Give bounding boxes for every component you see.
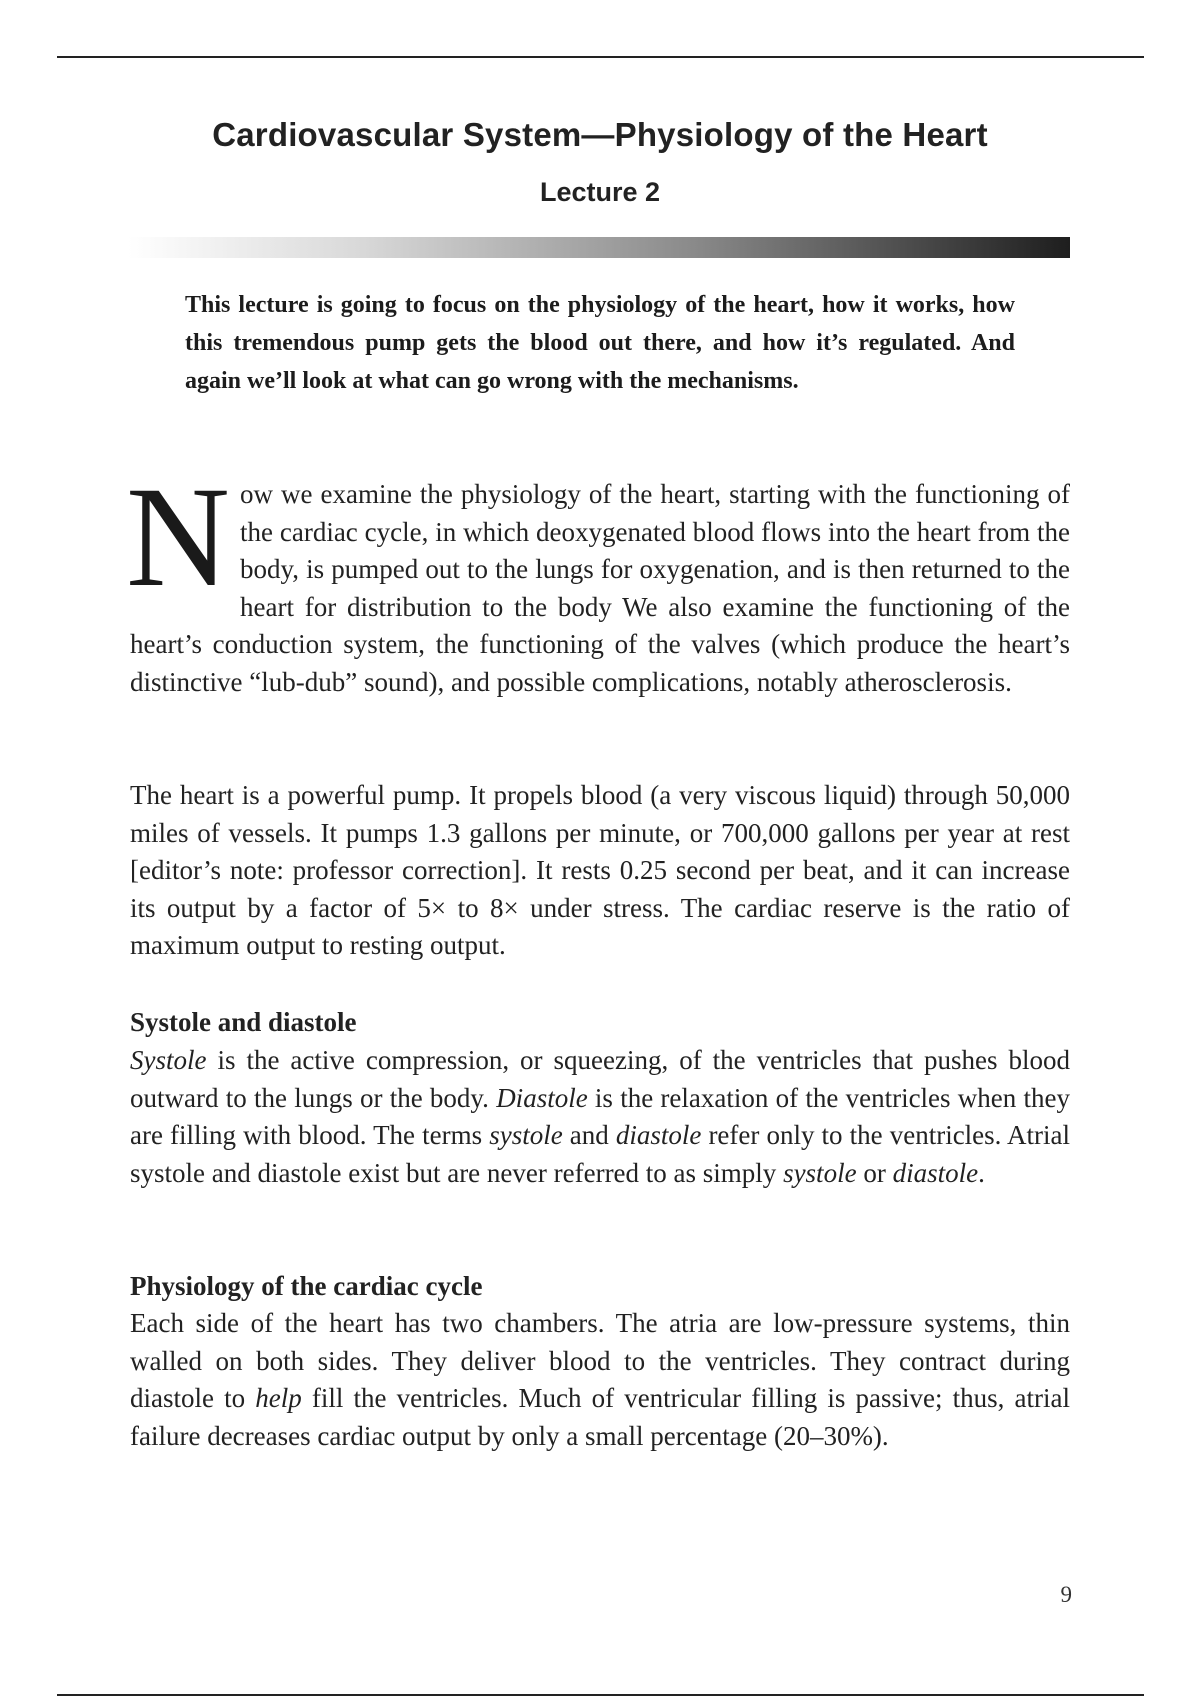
term-diastole-3: diastole [892, 1157, 979, 1188]
cardiac-cycle-text-2: fill the ventricles. Much of ventricular filling is passive; thus, atrial failure decreases cardiac output by only a small percentage (20–30%). [130, 1383, 1070, 1451]
term-diastole: Diastole [496, 1082, 588, 1113]
section-heading-cardiac-cycle: Physiology of the cardiac cycle [130, 1271, 483, 1301]
term-help: help [255, 1383, 302, 1413]
systole-text-4: refer only to the ventricles. Atrial systole and diastole exist but are never referred to as simply [130, 1120, 1070, 1188]
systole-text-2: is the relaxation of the ventricles when they are filling with blood. The terms [130, 1082, 1071, 1150]
term-systole-2: systole [489, 1120, 563, 1150]
drop-cap: N [126, 458, 230, 617]
systole-text-3: and [562, 1120, 616, 1150]
systole-text-1: is the active compression, or squeezing, of the ventricles that pushes blood outward to the lungs or the body. [130, 1045, 1070, 1113]
bottom-rule [57, 1694, 1144, 1696]
top-rule [57, 56, 1144, 58]
lecture-subtitle: Lecture 2 [539, 177, 661, 207]
opening-paragraph-text: ow we examine the physiology of the heart, starting with the functioning of the cardiac cycle, in which deoxygenated blood flows into the heart from the body, is pumped out to the lungs for oxygenation, and is then returned to the heart for distribution to the body We also examine the functioning of the heart’s conduction system, the functioning of the valves (which produce the heart’s distinctive “lub-dub” sound), and possible complications, notably atherosclerosis. [130, 479, 1070, 697]
term-systole: Systole [130, 1045, 207, 1075]
intro-paragraph: This lecture is going to focus on the physiology of the heart, how it works, how this tremendous pump gets the blood out there, and how it’s regulated. And again we’ll look at what can go wrong with the mechanisms. [185, 292, 1015, 394]
cardiac-cycle-paragraph [130, 1305, 1070, 1455]
page-number: 9 [1060, 1582, 1072, 1607]
systole-text-5: or [856, 1157, 893, 1188]
term-systole-3: systole [783, 1157, 857, 1188]
systole-paragraph [130, 1042, 1070, 1192]
term-diastole-2: diastole [615, 1120, 702, 1150]
cardiac-cycle-text-1: Each side of the heart has two chambers. The atria are low-pressure systems, thin walled on both sides. They deliver blood to the ventricles. They contract during diastole to [130, 1308, 1070, 1413]
heart-pump-paragraph: The heart is a powerful pump. It propels blood (a very viscous liquid) through 50,000 miles of vessels. It pumps 1.3 gallons per minute, or 700,000 gallons per year at rest [editor’s note: professor correction]. It rests 0.25 second per beat, and it can increase its output by a factor of 5× to 8× under stress. The cardiac reserve is the ratio of maximum output to resting output. [130, 780, 1070, 960]
page-title: Cardiovascular System—Physiology of the Heart [212, 116, 988, 153]
section-heading-systole: Systole and diastole [130, 1007, 357, 1037]
systole-text-6: . [978, 1157, 985, 1188]
gradient-divider [128, 237, 1070, 258]
opening-paragraph [126, 458, 1070, 701]
